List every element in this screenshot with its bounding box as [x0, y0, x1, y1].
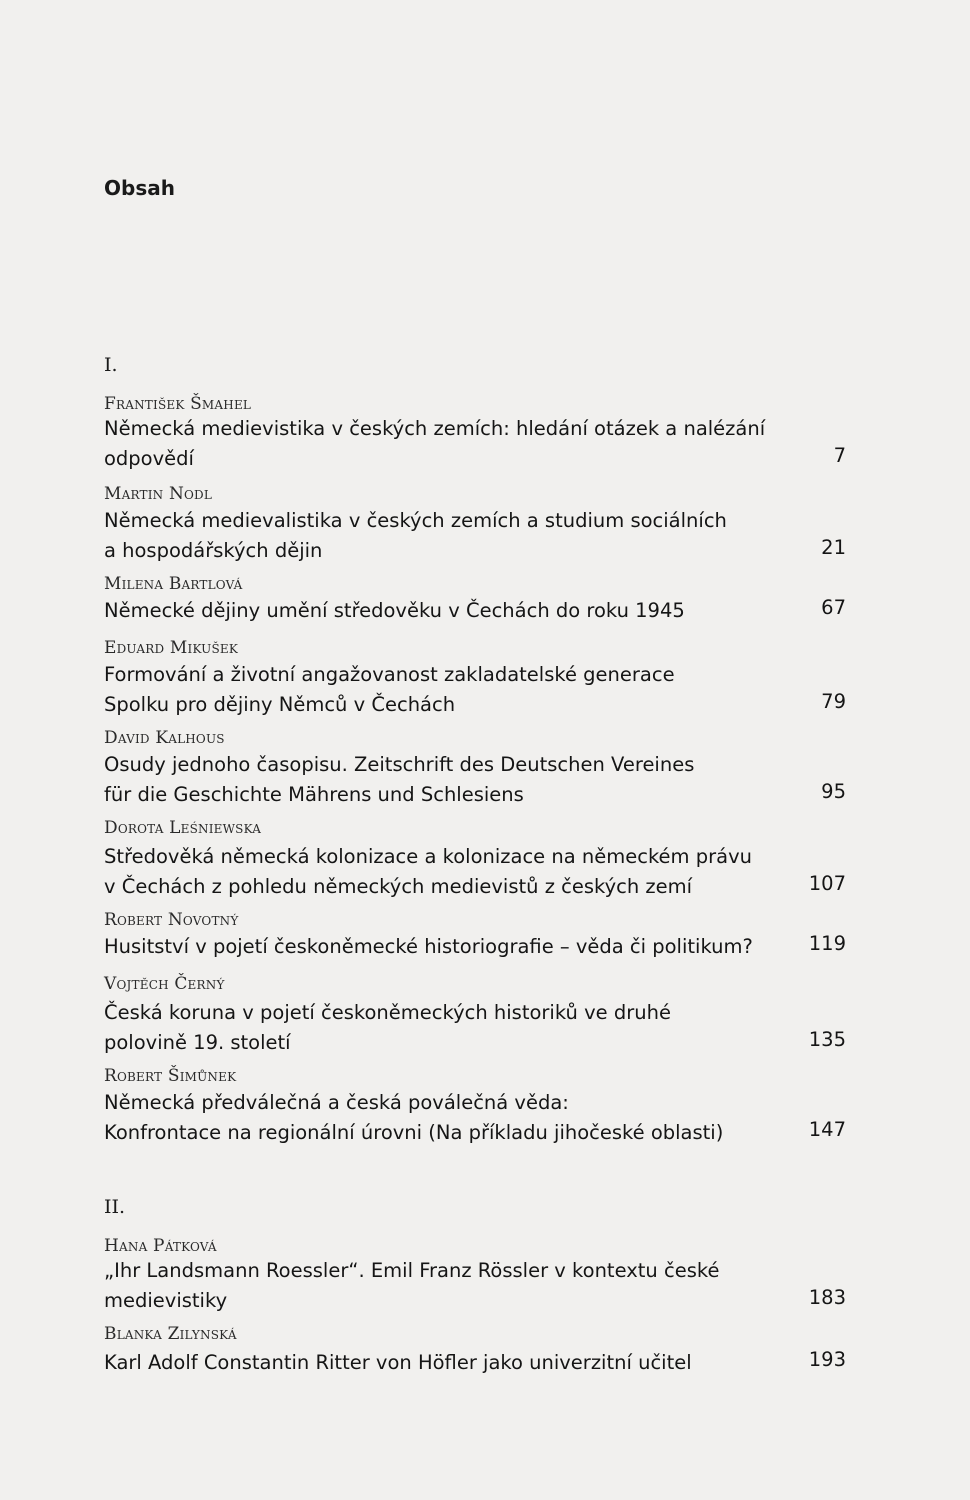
entry-title-line: v Čechách z pohledu německých medievistů z českých zemí	[104, 875, 693, 898]
entry-title-line: Husitství v pojetí českoněmecké historiografie – věda či politikum?	[104, 935, 753, 958]
toc-heading: Obsah	[104, 176, 175, 200]
entry-title-line: Osudy jednoho časopisu. Zeitschrift des Deutschen Vereines	[104, 753, 695, 776]
entry-page-number: 183	[808, 1286, 846, 1309]
entry-title[interactable]	[104, 1256, 846, 1316]
entry-author: Eduard Mikušek	[104, 638, 239, 658]
entry-author: Vojtěch Černý	[104, 974, 225, 994]
entry-title[interactable]	[104, 842, 846, 902]
entry-title[interactable]	[104, 750, 846, 810]
entry-author: Dorota Leśniewska	[104, 818, 262, 838]
entry-title-line: a hospodářských dějin	[104, 539, 323, 562]
entry-author: David Kalhous	[104, 728, 225, 748]
entry-author: Blanka Zilynská	[104, 1324, 237, 1344]
entry-title-line: Německé dějiny umění středověku v Čechách do roku 1945	[104, 599, 685, 622]
entry-page-number: 21	[821, 536, 846, 559]
entry-title-line: Německá medievistika v českých zemích: hledání otázek a nalézání	[104, 417, 766, 440]
entry-author: Robert Šimůnek	[104, 1066, 237, 1086]
entry-title[interactable]	[104, 596, 846, 626]
entry-title-line: Spolku pro dějiny Němců v Čechách	[104, 693, 456, 716]
entry-title-line: odpovědí	[104, 447, 194, 470]
entry-title[interactable]	[104, 506, 846, 566]
entry-title-line: Německá medievalistika v českých zemích a studium sociálních	[104, 509, 727, 532]
entry-title-line: Německá předválečná a česká poválečná věda:	[104, 1091, 569, 1114]
entry-title[interactable]	[104, 660, 846, 720]
entry-page-number: 95	[821, 780, 846, 803]
entry-title[interactable]	[104, 1348, 846, 1378]
entry-author: Hana Pátková	[104, 1236, 217, 1256]
entry-page-number: 67	[821, 596, 846, 619]
entry-title-line: polovině 19. století	[104, 1031, 291, 1054]
entry-title-line: „Ihr Landsmann Roessler“. Emil Franz Rössler v kontextu české	[104, 1259, 720, 1282]
entry-title-line: medievistiky	[104, 1289, 228, 1312]
entry-author: František Šmahel	[104, 394, 252, 414]
entry-page-number: 79	[821, 690, 846, 713]
entry-page-number: 193	[808, 1348, 846, 1371]
entry-title-line: Česká koruna v pojetí českoněmeckých historiků ve druhé	[104, 1001, 671, 1024]
entry-page-number: 135	[808, 1028, 846, 1051]
entry-page-number: 107	[808, 872, 846, 895]
entry-author: Milena Bartlová	[104, 574, 243, 594]
entry-page-number: 147	[808, 1118, 846, 1141]
entry-title[interactable]	[104, 932, 846, 962]
entry-page-number: 119	[808, 932, 846, 955]
entry-title[interactable]	[104, 998, 846, 1058]
entry-title[interactable]	[104, 1088, 846, 1148]
entry-page-number: 7	[833, 444, 846, 467]
part-label-2: II.	[104, 1196, 126, 1218]
entry-author: Robert Novotný	[104, 910, 239, 930]
entry-title-line: Formování a životní angažovanost zakladatelské generace	[104, 663, 675, 686]
part-label-1: I.	[104, 354, 118, 376]
entry-author: Martin Nodl	[104, 484, 213, 504]
entry-title-line: Karl Adolf Constantin Ritter von Höfler jako univerzitní učitel	[104, 1351, 692, 1374]
entry-title-line: Konfrontace na regionální úrovni (Na příkladu jihočeské oblasti)	[104, 1121, 724, 1144]
entry-title-line: für die Geschichte Mährens und Schlesiens	[104, 783, 524, 806]
entry-title[interactable]	[104, 414, 846, 474]
entry-title-line: Středověká německá kolonizace a kolonizace na německém právu	[104, 845, 752, 868]
